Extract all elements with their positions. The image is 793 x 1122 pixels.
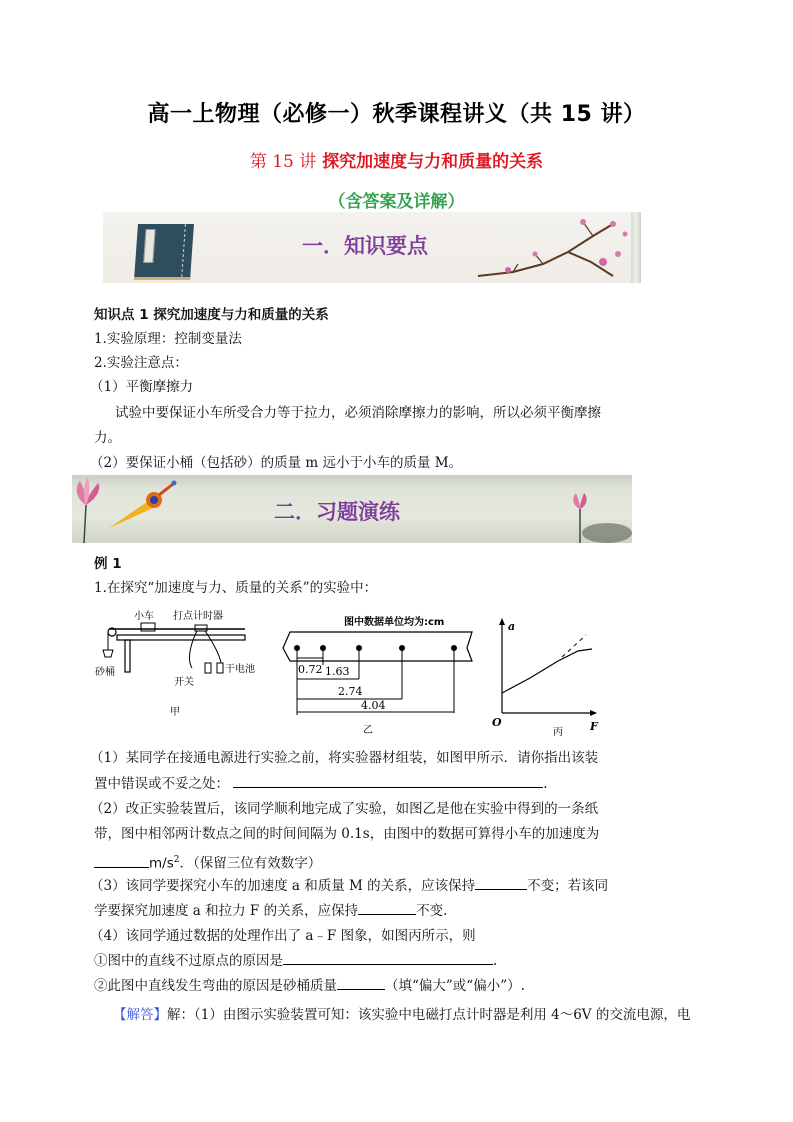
answer-tag: 【解答】 bbox=[113, 1007, 167, 1023]
question-1-line-2: 置中错误或不妥之处： . bbox=[94, 773, 548, 797]
svg-text:a: a bbox=[508, 620, 516, 633]
section-banner-exercises bbox=[72, 475, 632, 543]
svg-text:干电池: 干电池 bbox=[225, 664, 255, 675]
question-4-sub-1: ①图中的直线不过原点的原因是 . bbox=[94, 950, 497, 974]
svg-text:0.72: 0.72 bbox=[298, 663, 323, 676]
figure-yi bbox=[280, 605, 480, 735]
answer-blank-4b[interactable] bbox=[337, 975, 385, 990]
knowledge-item: 试验中要保证小车所受合力等于拉力，必须消除摩擦力的影响，所以必须平衡摩擦 bbox=[115, 405, 601, 421]
knowledge-item: 2.实验注意点： bbox=[94, 355, 188, 371]
lecture-title: 探究加速度与力和质量的关系 bbox=[322, 152, 544, 172]
svg-text:甲: 甲 bbox=[170, 707, 180, 718]
svg-text:2.74: 2.74 bbox=[338, 685, 363, 698]
question-2-line-1: （2）改正实验装置后，该同学顺利地完成了实验，如图乙是他在实验中得到的一条纸 bbox=[90, 801, 599, 817]
lotus-icon bbox=[72, 475, 112, 543]
question-2-line-3: $m/s^2$．（保留三位有效数字） bbox=[94, 849, 321, 876]
question-1-line-1: （1）某同学在接通电源进行实验之前，将实验器材组装，如图甲所示．请你指出该装 bbox=[90, 750, 599, 766]
svg-text:小车: 小车 bbox=[134, 611, 154, 622]
section-banner-knowledge bbox=[103, 212, 641, 283]
figure-jia bbox=[95, 605, 275, 720]
answer-blank-3a[interactable] bbox=[475, 875, 527, 890]
knowledge-item: 1.实验原理：控制变量法 bbox=[94, 331, 242, 347]
example-label: 例 1 bbox=[94, 556, 122, 572]
tape-diagram bbox=[280, 605, 480, 735]
answer-note: （含答案及详解） bbox=[328, 192, 465, 212]
plum-blossom-icon bbox=[473, 214, 641, 283]
svg-text:砂桶: 砂桶 bbox=[95, 667, 115, 678]
section-title-knowledge: 一．知识要点 bbox=[302, 234, 428, 258]
apparatus-diagram bbox=[95, 605, 275, 720]
answer-blank-3b[interactable] bbox=[358, 900, 416, 915]
svg-text:丙: 丙 bbox=[553, 727, 563, 738]
sword-icon bbox=[107, 480, 177, 530]
question-3-line-2: 学要探究加速度 a 和拉力 F 的关系，应保持 不变. bbox=[94, 900, 447, 924]
answer-blank-acceleration[interactable] bbox=[94, 853, 149, 868]
knowledge-item: （1）平衡摩擦力 bbox=[90, 379, 194, 395]
answer-paragraph: 【解答】解：（1）由图示实验装置可知：该实验中电磁打点计时器是利用 4～6V 的交流电源，电 bbox=[113, 1007, 691, 1023]
section-title-exercises: 二．习题演练 bbox=[274, 500, 400, 524]
knowledge-item: 力。 bbox=[94, 430, 121, 446]
lecture-heading bbox=[0, 147, 793, 172]
svg-text:1.63: 1.63 bbox=[325, 665, 350, 678]
book-icon bbox=[134, 224, 194, 280]
figure-bing bbox=[480, 605, 610, 740]
lotus-icon bbox=[562, 485, 632, 543]
svg-text:F: F bbox=[590, 720, 598, 733]
question-4-sub-2: ②此图中直线发生弯曲的原因是砂桶质量 （填“偏大”或“偏小”）. bbox=[94, 975, 525, 999]
knowledge-point-heading: 知识点 1 探究加速度与力和质量的关系 bbox=[94, 307, 329, 323]
svg-text:O: O bbox=[492, 716, 502, 729]
svg-text:乙: 乙 bbox=[363, 725, 373, 735]
answer-blank-1[interactable] bbox=[233, 773, 543, 788]
svg-text:开关: 开关 bbox=[174, 677, 194, 688]
svg-text:图中数据单位均为:cm: 图中数据单位均为:cm bbox=[344, 617, 445, 628]
document-title: 高一上物理（必修一）秋季课程讲义（共 15 讲） bbox=[147, 102, 646, 127]
question-2-line-2: 带，图中相邻两计数点之间的时间间隔为 0.1s，由图中的数据可算得小车的加速度为 bbox=[94, 826, 600, 842]
question-intro: 1.在探究“加速度与力、质量的关系”的实验中： bbox=[94, 580, 378, 596]
svg-text:打点计时器: 打点计时器 bbox=[173, 611, 223, 622]
question-3-line-1: （3）该同学要探究小车的加速度 a 和质量 M 的关系，应该保持 不变；若该同 bbox=[90, 875, 608, 899]
answer-blank-4a[interactable] bbox=[283, 950, 493, 965]
knowledge-item: （2）要保证小桶（包括砂）的质量 m 远小于小车的质量 M。 bbox=[90, 455, 463, 471]
question-4-line-1: （4）该同学通过数据的处理作出了 a﹣F 图象，如图丙所示，则 bbox=[90, 928, 476, 944]
lecture-number: 第 15 讲 bbox=[249, 152, 317, 172]
a-f-graph bbox=[480, 605, 610, 740]
svg-text:4.04: 4.04 bbox=[361, 699, 386, 712]
